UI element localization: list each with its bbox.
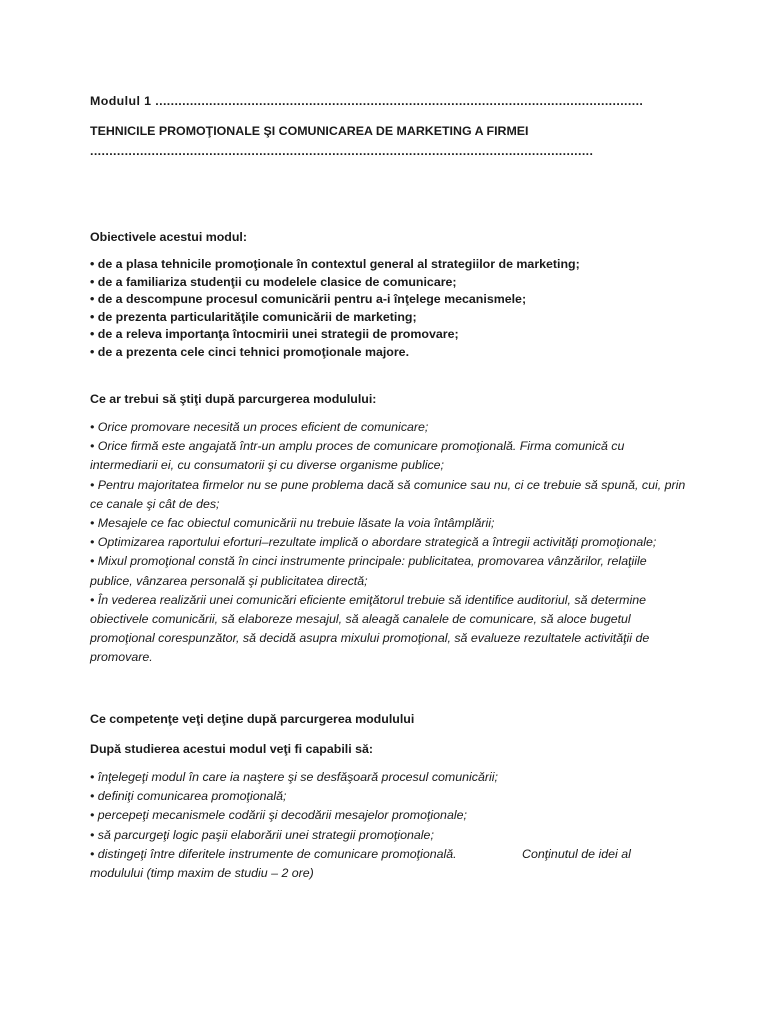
- competences-subheading: După studierea acestui modul veţi fi capabili să:: [90, 742, 374, 756]
- list-item: • Pentru majoritatea firmelor nu se pune problema dacă să comunice sau nu, ci ce trebuie să spună, cui, prin ce canale şi cât de des;: [90, 477, 686, 511]
- list-item: • Optimizarea raportului eforturi–rezultate implică o abordare strategică a întregii activităţi promoţionale;: [90, 535, 657, 550]
- list-item: • percepeţi mecanismele codării şi decodării mesajelor promoţionale;: [90, 808, 467, 823]
- list-item: • În vederea realizării unei comunicări eficiente emiţătorul trebuie să identifice auditoriul, să determine obiectivele comunicării, să elaboreze mesajul, să aleagă canalele de comunicare, să aloce bugetul promoţional corespunzător, să decidă asupra mixului promoţional, să evalueze rezultatele activităţii de promovare.: [90, 592, 650, 665]
- objectives-list: [90, 256, 580, 362]
- list-item: • să parcurgeţi logic paşii elaborării unei strategii promoţionale;: [90, 827, 434, 842]
- list-item: • de a descompune procesul comunicării pentru a-i înţelege mecanismele;: [90, 292, 527, 307]
- list-item: • de a releva importanţa întocmirii unei strategii de promovare;: [90, 327, 459, 342]
- list-item: • Orice firmă este angajată într-un amplu proces de comunicare promoţională. Firma comunică cu intermediarii ei, cu consumatorii şi cu diverse organisme publice;: [90, 439, 625, 473]
- knowledge-heading: Ce ar trebui să ştiţi după parcurgerea modulului:: [90, 392, 377, 406]
- competences-list: [90, 768, 690, 883]
- list-item: • Mixul promoţional constă în cinci instrumente principale: publicitatea, promovarea vânzărilor, relaţiile publice, vânzarea personală şi publicitatea directă;: [90, 554, 647, 588]
- content-ideas-label: Conţinutul de idei al: [522, 846, 631, 861]
- list-item: • Mesajele ce fac obiectul comunicării nu trebuie lăsate la voia întâmplării;: [90, 516, 495, 531]
- list-item: • de a plasa tehnicile promoţionale în contextul general al strategiilor de marketing;: [90, 257, 580, 271]
- list-item: • înţelegeţi modul în care ia naştere şi se desfăşoară procesul comunicării;: [90, 770, 498, 784]
- page-title: TEHNICILE PROMOŢIONALE ŞI COMUNICAREA DE MARKETING A FIRMEI: [90, 124, 529, 138]
- knowledge-list: [90, 418, 686, 668]
- list-item-text: • distingeţi între diferitele instrumente de comunicare promoţională.: [90, 846, 457, 861]
- list-item: [90, 845, 690, 864]
- list-item: • de a prezenta cele cinci tehnici promoţionale majore.: [90, 344, 410, 359]
- list-item: • de a familiariza studenţii cu modelele clasice de comunicare;: [90, 274, 457, 289]
- list-item: • Orice promovare necesită un proces eficient de comunicare;: [90, 420, 429, 434]
- list-item: • de prezenta particularităţile comunicării de marketing;: [90, 309, 417, 324]
- list-item: modulului (timp maxim de studiu – 2 ore): [90, 866, 314, 881]
- competences-heading: Ce competenţe veţi deţine după parcurgerea modulului: [90, 712, 415, 726]
- title-dots: ...................................................................................................................................: [90, 144, 594, 158]
- objectives-heading: Obiectivele acestui modul:: [90, 230, 247, 244]
- module-line: Modulul 1 ...............................................................................................................................: [90, 94, 644, 108]
- list-item: • definiţi comunicarea promoţională;: [90, 789, 287, 804]
